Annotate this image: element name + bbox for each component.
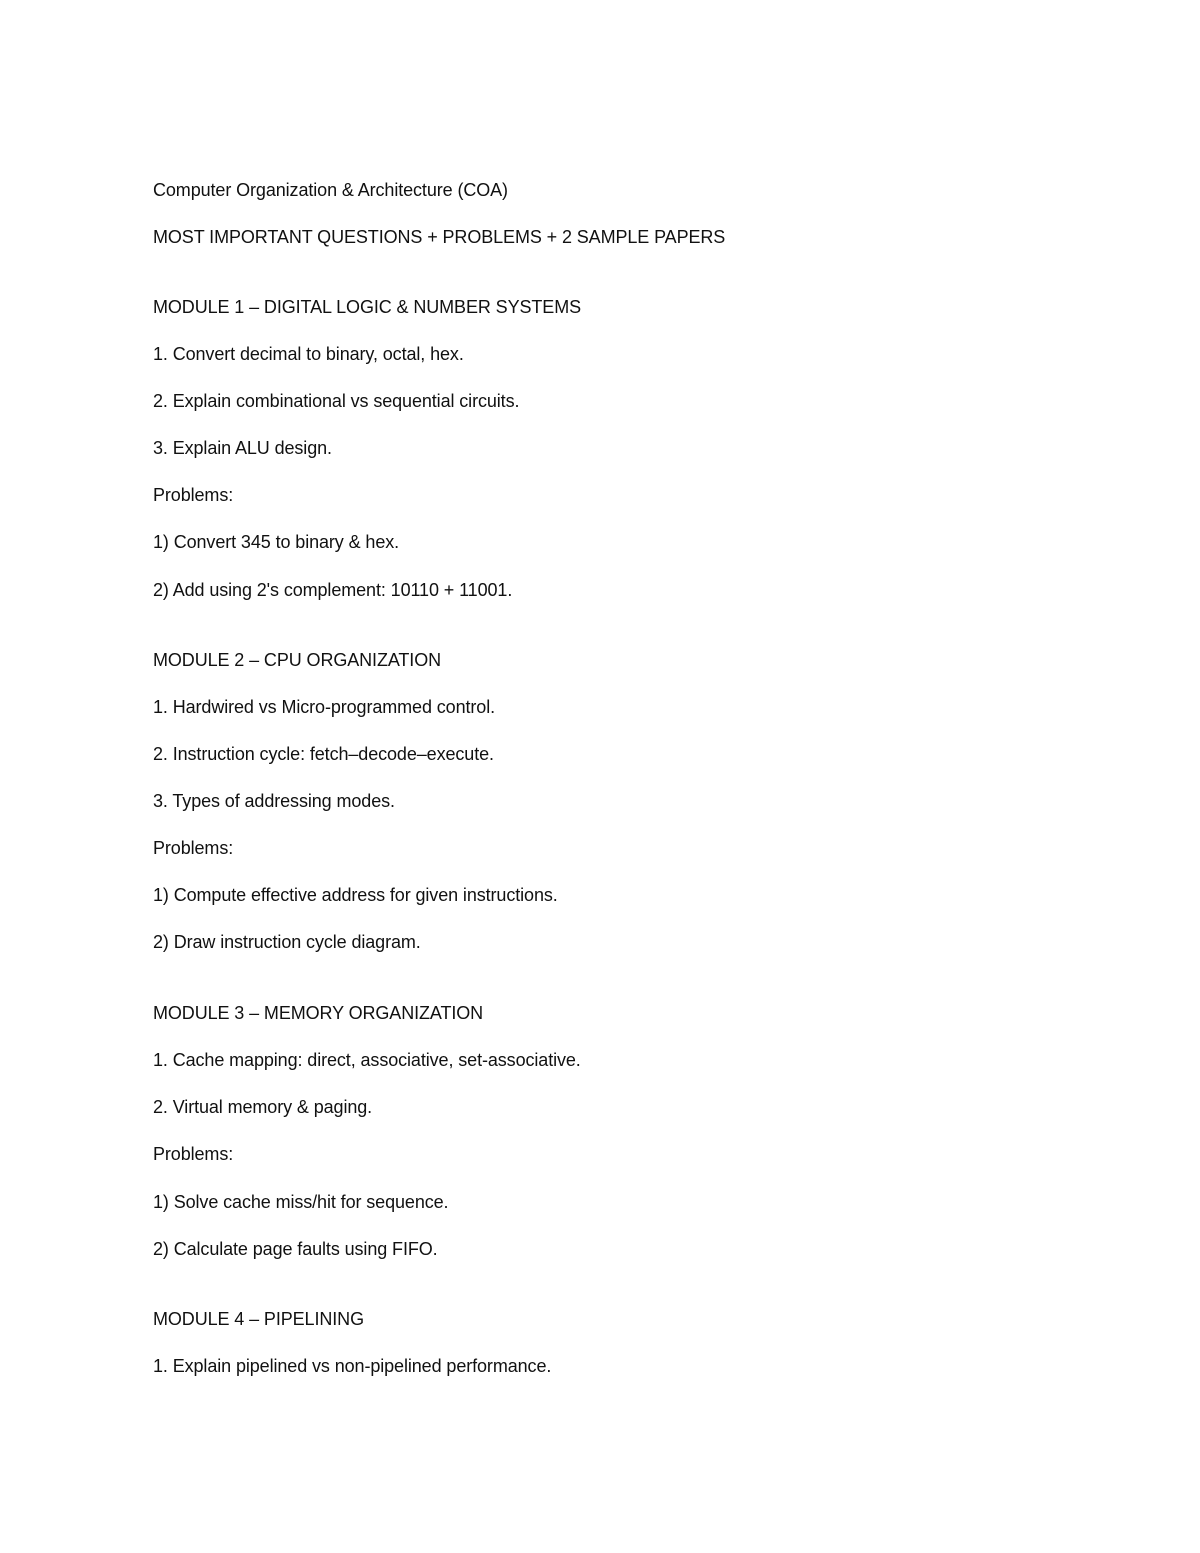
- module-3-problem-1: 1) Solve cache miss/hit for sequence.: [153, 1192, 449, 1212]
- module-1-question-2: 2. Explain combinational vs sequential circuits.: [153, 391, 520, 411]
- module-4-question-1: 1. Explain pipelined vs non-pipelined performance.: [153, 1356, 552, 1376]
- module-1-heading: MODULE 1 – DIGITAL LOGIC & NUMBER SYSTEMS: [153, 297, 581, 317]
- module-2-heading: MODULE 2 – CPU ORGANIZATION: [153, 650, 442, 670]
- module-1-problem-1: 1) Convert 345 to binary & hex.: [153, 532, 400, 552]
- module-2-problem-1: 1) Compute effective address for given instructions.: [153, 885, 558, 905]
- module-3-question-1: 1. Cache mapping: direct, associative, set-associative.: [153, 1050, 581, 1070]
- module-1-problem-2: 2) Add using 2's complement: 10110 + 11001.: [153, 580, 513, 600]
- module-2-problems-label: Problems:: [153, 838, 234, 858]
- module-3-heading: MODULE 3 – MEMORY ORGANIZATION: [153, 1003, 484, 1023]
- module-1-problems-label: Problems:: [153, 485, 234, 505]
- module-3-problem-2: 2) Calculate page faults using FIFO.: [153, 1239, 438, 1259]
- document-subtitle: MOST IMPORTANT QUESTIONS + PROBLEMS + 2 SAMPLE PAPERS: [153, 227, 726, 247]
- module-3-problems-label: Problems:: [153, 1144, 234, 1164]
- module-2-question-2: 2. Instruction cycle: fetch–decode–execute.: [153, 744, 494, 764]
- module-2-question-3: 3. Types of addressing modes.: [153, 791, 395, 811]
- module-3-question-2: 2. Virtual memory & paging.: [153, 1097, 373, 1117]
- module-2-question-1: 1. Hardwired vs Micro-programmed control.: [153, 697, 496, 717]
- module-1-question-3: 3. Explain ALU design.: [153, 438, 332, 458]
- module-1-question-1: 1. Convert decimal to binary, octal, hex.: [153, 344, 464, 364]
- document-title: Computer Organization & Architecture (COA): [153, 180, 508, 200]
- module-2-problem-2: 2) Draw instruction cycle diagram.: [153, 932, 421, 952]
- module-4-heading: MODULE 4 – PIPELINING: [153, 1309, 364, 1329]
